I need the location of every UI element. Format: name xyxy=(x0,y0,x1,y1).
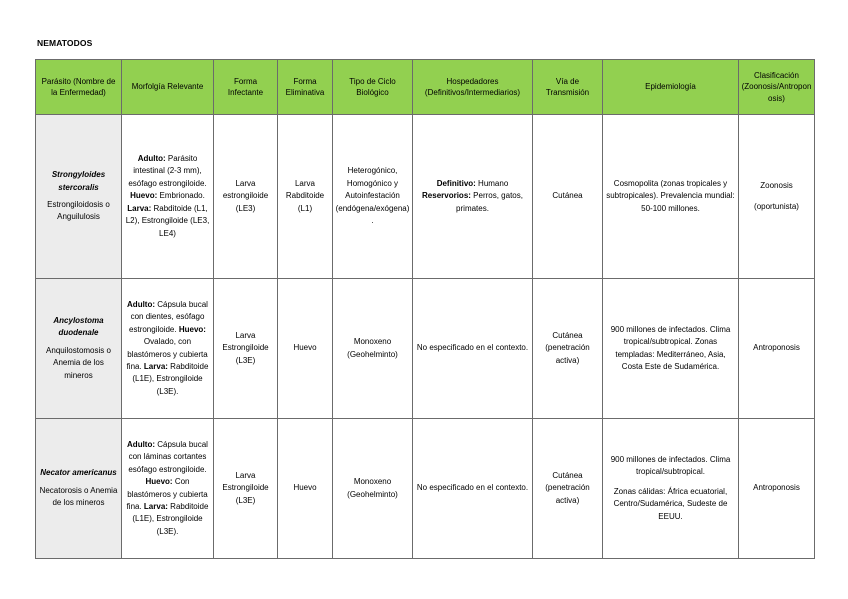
disease-name: Anquilostomosis o Anemia de los mineros xyxy=(46,345,111,380)
classification-cell: Antroponosis xyxy=(739,419,815,559)
morph-label: Huevo: xyxy=(178,324,206,334)
morph-label: Adulto: xyxy=(127,299,156,309)
host-label: Reservorios: xyxy=(422,191,471,201)
header-row xyxy=(36,60,815,115)
infective-form-cell: Larva Estrongiloide (L3E) xyxy=(214,279,278,419)
classification-cell xyxy=(739,115,815,279)
morph-label: Larva: xyxy=(143,501,168,511)
morph-text: Con blastómeros y cubierta fina. xyxy=(126,477,208,511)
column-header-transmission: Vía de Transmisión xyxy=(533,60,603,115)
epidemiology-text: 900 millones de infectados. Clima tropical/subtropical. xyxy=(610,454,731,477)
morph-text: Ovalado, con blastómeros y cubierta fina. xyxy=(126,337,208,371)
morph-text: Rabditoide (L1, L2), Estrongiloide (LE3, LE4) xyxy=(125,203,210,238)
epidemiology-cell: 900 millones de infectados. Clima tropical/subtropical. Zonas templadas: Mediterráneo, Asia, Costa Este de Sudamérica. xyxy=(603,279,739,419)
column-header-eliminative-form: Forma Eliminativa xyxy=(278,60,333,115)
morph-text: Cápsula bucal con dientes, esófago estrongiloide. xyxy=(129,299,208,334)
table-row xyxy=(36,279,815,419)
disease-name: Estrongiloidosis o Anguilulosis xyxy=(47,200,110,222)
morph-label: Adulto: xyxy=(127,439,156,449)
morph-text: Rabditoide (L1E), Estrongiloide (L3E). xyxy=(132,361,209,396)
classification-note: (oportunista) xyxy=(754,201,799,211)
parasite-cell xyxy=(36,115,122,279)
column-header-epidemiology: Epidemiología xyxy=(603,60,739,115)
parasite-cell xyxy=(36,419,122,559)
nematodes-table xyxy=(35,59,815,559)
morph-label: Huevo: xyxy=(145,477,173,487)
column-header-morphology: Morfolgía Relevante xyxy=(122,60,214,115)
morph-text: Embrionado. xyxy=(157,191,205,201)
morph-text: Cápsula bucal con láminas cortantes esófago estrongiloide. xyxy=(128,439,208,474)
hosts-cell: No especificado en el contexto. xyxy=(413,279,533,419)
host-text: Perros, gatos, primates. xyxy=(456,191,523,213)
column-header-classification: Clasificación (Zoonosis/Antroponosis) xyxy=(739,60,815,115)
table-row xyxy=(36,115,815,279)
parasite-cell xyxy=(36,279,122,419)
page-title: NEMATODOS xyxy=(37,38,93,48)
morphology-cell xyxy=(122,279,214,419)
life-cycle-cell: Heterogónico, Homogónico y Autoinfestación (endógena/exógena). xyxy=(333,115,413,279)
eliminative-form-cell: Huevo xyxy=(278,279,333,419)
morph-label: Huevo: xyxy=(130,191,158,201)
transmission-cell: Cutánea (penetración activa) xyxy=(533,279,603,419)
morph-label: Larva: xyxy=(127,203,152,213)
life-cycle-cell: Monoxeno (Geohelminto) xyxy=(333,419,413,559)
transmission-cell: Cutánea xyxy=(533,115,603,279)
column-header-hosts: Hospedadores (Definitivos/Intermediarios) xyxy=(413,60,533,115)
infective-form-cell: Larva Estrongiloide (L3E) xyxy=(214,419,278,559)
column-header-parasite: Parásito (Nombre de la Enfermedad) xyxy=(36,60,122,115)
transmission-cell: Cutánea (penetración activa) xyxy=(533,419,603,559)
classification-cell: Antroponosis xyxy=(739,279,815,419)
morphology-cell xyxy=(122,115,214,279)
infective-form-cell: Larva estrongiloide (LE3) xyxy=(214,115,278,279)
morph-text: Parásito intestinal (2-3 mm), esófago estrongiloide. xyxy=(128,154,207,188)
host-text: Humano xyxy=(475,178,509,188)
host-label: Definitivo: xyxy=(436,178,476,188)
hosts-cell: No especificado en el contexto. xyxy=(413,419,533,559)
disease-name: Necatorosis o Anemia de los mineros xyxy=(39,485,118,508)
morph-label: Larva: xyxy=(143,361,168,371)
morph-text: Rabditoide (L1E), Estrongiloide (L3E). xyxy=(132,501,209,536)
table-row xyxy=(36,419,815,559)
life-cycle-cell: Monoxeno (Geohelminto) xyxy=(333,279,413,419)
epidemiology-cell xyxy=(603,419,739,559)
eliminative-form-cell: Larva Rabditoide (L1) xyxy=(278,115,333,279)
classification-text: Zoonosis xyxy=(760,181,793,191)
morph-label: Adulto: xyxy=(137,154,166,164)
column-header-life-cycle: Tipo de Ciclo Biológico xyxy=(333,60,413,115)
species-name: Strongyloides stercoralis xyxy=(51,170,106,192)
species-name: Necator americanus xyxy=(40,468,117,478)
species-name: Ancylostoma duodenale xyxy=(53,315,104,338)
epidemiology-cell: Cosmopolita (zonas tropicales y subtropicales). Prevalencia mundial: 50-100 millones. xyxy=(603,115,739,279)
morphology-cell xyxy=(122,419,214,559)
column-header-infective-form: Forma Infectante xyxy=(214,60,278,115)
eliminative-form-cell: Huevo xyxy=(278,419,333,559)
epidemiology-text: Zonas cálidas: África ecuatorial, Centro/Sudamérica, Sudeste de EEUU. xyxy=(613,486,728,521)
hosts-cell xyxy=(413,115,533,279)
